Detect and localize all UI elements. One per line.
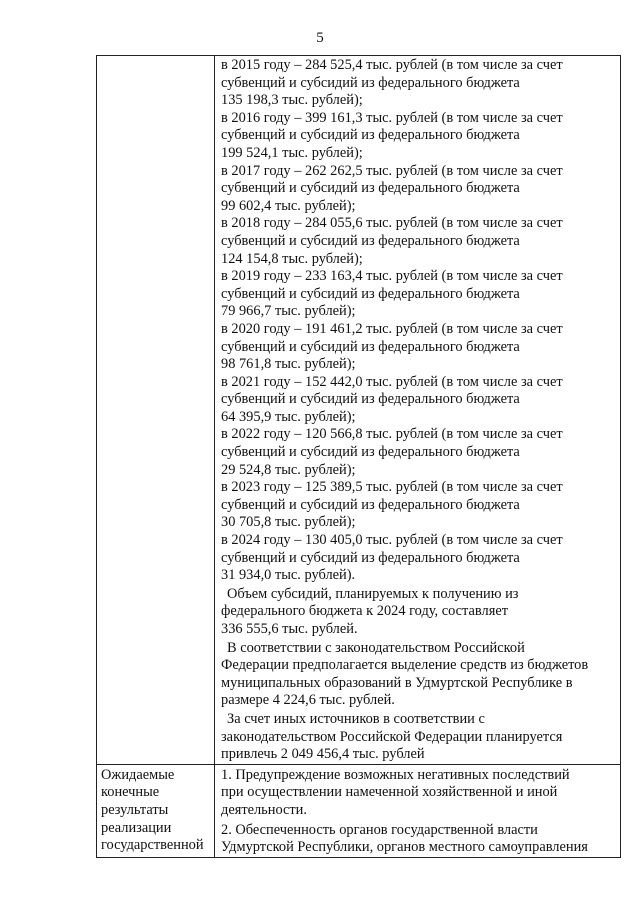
results-item-1-line-1: 1. Предупреждение возможных негативных последствий [221, 766, 570, 783]
year-2-line-1: в 2017 году – 262 262,5 тыс. рублей (в том числе за счет [221, 162, 563, 179]
municipal-line-3: муниципальных образований в Удмуртской Республике в [221, 674, 573, 691]
year-5-line-2: субвенций и субсидий из федерального бюджета [221, 338, 520, 355]
financing-row [97, 56, 621, 765]
results-label [97, 765, 214, 855]
results-label-cell [97, 764, 215, 857]
year-0-line-2: субвенций и субсидий из федерального бюджета [221, 74, 520, 91]
results-item-1-line-3: деятельности. [221, 801, 307, 818]
year-1-line-2: субвенций и субсидий из федерального бюджета [221, 127, 520, 144]
year-9-line-3: 31 934,0 тыс. рублей). [221, 567, 356, 584]
results-row [97, 764, 621, 857]
year-4-line-2: субвенций и субсидий из федерального бюджета [221, 285, 520, 302]
results-item-2 [215, 820, 620, 857]
results-label-line-4: реализации [101, 819, 172, 836]
other-sources-line-2: законодательством Российской Федерации планируется [221, 728, 563, 745]
results-label-line-2: конечные [101, 784, 160, 801]
results-content-cell [215, 764, 621, 857]
year-1-line-3: 199 524,1 тыс. рублей); [221, 144, 363, 161]
year-0-line-1: в 2015 году – 284 525,4 тыс. рублей (в том числе за счет [221, 57, 563, 73]
year-5-line-3: 98 761,8 тыс. рублей); [221, 356, 356, 373]
subsidies-line-1: Объем субсидий, планируемых к получению из [227, 585, 519, 602]
year-3-line-3: 124 154,8 тыс. рублей); [221, 250, 363, 267]
other-sources-line-1: За счет иных источников в соответствии с [227, 710, 485, 727]
results-item-2-line-1: 2. Обеспеченность органов государственной власти [221, 821, 538, 838]
year-3-line-2: субвенций и субсидий из федерального бюджета [221, 232, 520, 249]
financing-label-cell [97, 56, 215, 765]
year-9-line-2: субвенций и субсидий из федерального бюджета [221, 549, 520, 566]
municipal-paragraph [215, 639, 620, 710]
year-8-line-1: в 2023 году – 125 389,5 тыс. рублей (в том числе за счет [221, 479, 563, 496]
municipal-line-1: В соответствии с законодательством Российской [227, 639, 525, 656]
municipal-line-2: Федерации предполагается выделение средств из бюджетов [221, 657, 589, 674]
page-number: 5 [316, 30, 324, 46]
results-item-1-line-2: при осуществлении намеченной хозяйственной и иной [221, 784, 558, 801]
year-5-line-1: в 2020 году – 191 461,2 тыс. рублей (в том числе за счет [221, 320, 563, 337]
subsidies-line-3: 336 555,6 тыс. рублей. [221, 621, 358, 637]
year-9-line-1: в 2024 году – 130 405,0 тыс. рублей (в том числе за счет [221, 532, 563, 549]
results-label-line-3: результаты [101, 801, 169, 818]
year-6-line-3: 64 395,9 тыс. рублей); [221, 408, 356, 425]
year-8-line-3: 30 705,8 тыс. рублей); [221, 514, 356, 531]
financing-text [215, 56, 620, 585]
results-label-line-5: государственной [101, 837, 204, 854]
year-7-line-3: 29 524,8 тыс. рублей); [221, 461, 356, 478]
program-passport-table [96, 55, 621, 858]
year-8-line-2: субвенций и субсидий из федерального бюджета [221, 496, 520, 513]
year-3-line-1: в 2018 году – 284 055,6 тыс. рублей (в том числе за счет [221, 215, 563, 232]
year-4-line-3: 79 966,7 тыс. рублей); [221, 303, 356, 320]
subsidies-line-2: федерального бюджета к 2024 году, составляет [221, 603, 508, 620]
year-4-line-1: в 2019 году – 233 163,4 тыс. рублей (в том числе за счет [221, 268, 563, 285]
results-label-line-1: Ожидаемые [101, 766, 175, 783]
municipal-line-4: размере 4 224,6 тыс. рублей. [221, 692, 395, 709]
subsidies-paragraph [215, 585, 620, 639]
results-item-1 [215, 765, 620, 820]
other-sources-paragraph [215, 710, 620, 764]
year-2-line-3: 99 602,4 тыс. рублей); [221, 197, 356, 214]
other-sources-line-3: привлечь 2 049 456,4 тыс. рублей [221, 746, 425, 763]
year-7-line-1: в 2022 году – 120 566,8 тыс. рублей (в том числе за счет [221, 426, 563, 443]
year-0-line-3: 135 198,3 тыс. рублей); [221, 92, 363, 109]
year-2-line-2: субвенций и субсидий из федерального бюджета [221, 180, 520, 197]
results-item-2-line-2: Удмуртской Республики, органов местного самоуправления [221, 839, 588, 856]
year-7-line-2: субвенций и субсидий из федерального бюджета [221, 444, 520, 461]
year-1-line-1: в 2016 году – 399 161,3 тыс. рублей (в том числе за счет [221, 109, 563, 126]
financing-content-cell [215, 56, 621, 765]
year-6-line-1: в 2021 году – 152 442,0 тыс. рублей (в том числе за счет [221, 373, 563, 390]
year-6-line-2: субвенций и субсидий из федерального бюджета [221, 391, 520, 408]
